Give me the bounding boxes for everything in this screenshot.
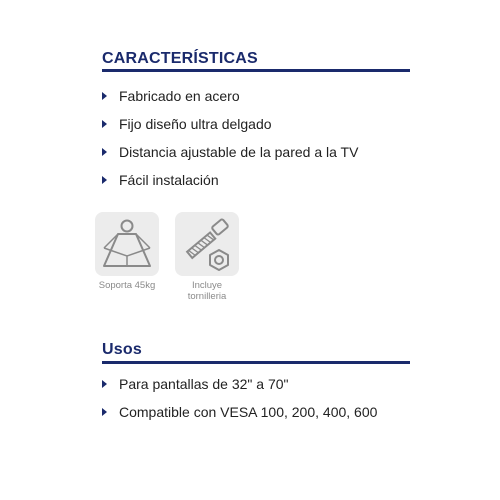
- caption-line: Incluye: [191, 280, 223, 291]
- list-item: [102, 374, 289, 394]
- list-item: [102, 402, 377, 422]
- list-item-text: Fabricado en acero: [119, 88, 240, 104]
- usos-heading: Usos: [102, 341, 142, 358]
- list-item-text: Distancia ajustable de la pared a la TV: [119, 144, 359, 160]
- list-item-text: Para pantallas de 32" a 70": [119, 376, 289, 392]
- usos-section: [102, 0, 410, 430]
- list-item-text: Fijo diseño ultra delgado: [119, 116, 272, 132]
- weight-caption: Soporta 45kg: [98, 280, 156, 291]
- usos-divider: [102, 361, 410, 364]
- list-item-text: Compatible con VESA 100, 200, 400, 600: [119, 404, 378, 420]
- chevron-right-icon: [102, 380, 107, 388]
- chevron-right-icon: [102, 408, 107, 416]
- list-item-text: Fácil instalación: [119, 172, 219, 188]
- caracteristicas-heading: CARACTERÍSTICAS: [102, 50, 258, 67]
- caption-line: tornilleria: [187, 291, 227, 302]
